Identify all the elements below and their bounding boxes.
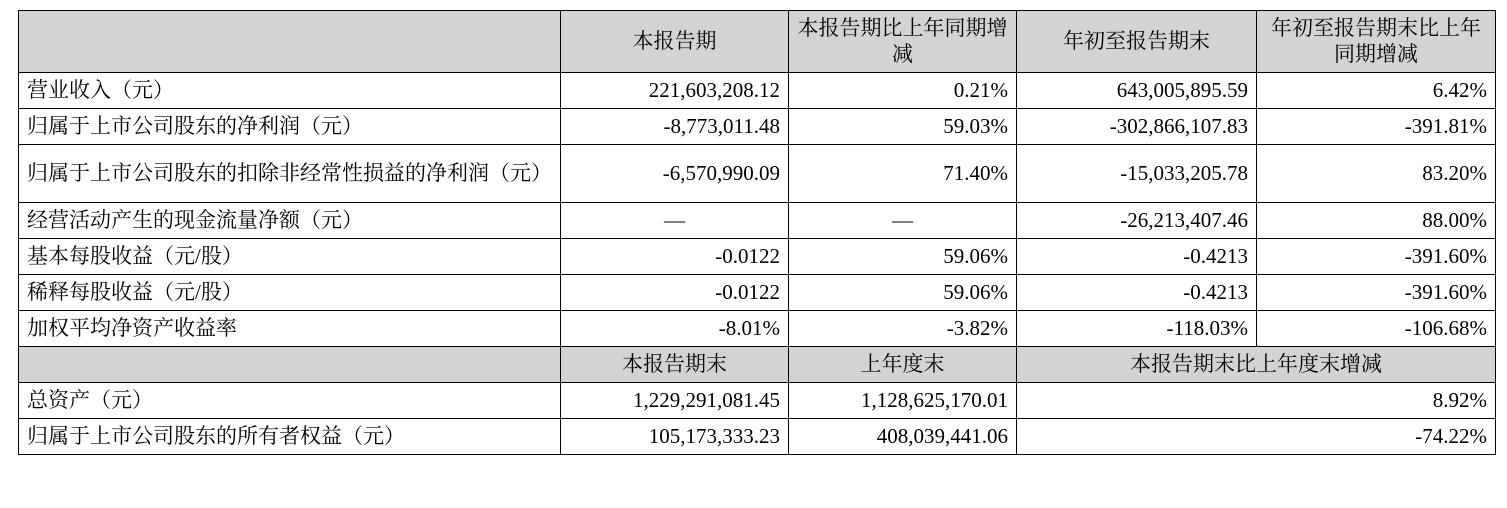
table-row: [19, 144, 1496, 202]
table-row: [19, 418, 1496, 454]
table-row: [19, 310, 1496, 346]
row-value: 8.92%: [1017, 382, 1496, 418]
row-value: -3.82%: [789, 310, 1017, 346]
row-value: 71.40%: [789, 144, 1017, 202]
table-subheader-row: [19, 346, 1496, 382]
row-value: -0.4213: [1017, 238, 1257, 274]
row-value: —: [561, 202, 789, 238]
table-row: [19, 274, 1496, 310]
subheader-corner-cell: [19, 346, 561, 382]
row-value: —: [789, 202, 1017, 238]
row-value: 0.21%: [789, 72, 1017, 108]
row-value: 59.06%: [789, 274, 1017, 310]
row-value: 105,173,333.23: [561, 418, 789, 454]
row-value: 408,039,441.06: [789, 418, 1017, 454]
row-label-basic-eps: 基本每股收益（元/股）: [19, 238, 561, 274]
row-label-operating-cashflow: 经营活动产生的现金流量净额（元）: [19, 202, 561, 238]
row-label-net-profit-excl-nonrecurring: 归属于上市公司股东的扣除非经常性损益的净利润（元）: [19, 144, 561, 202]
row-value: -6,570,990.09: [561, 144, 789, 202]
row-value: -0.0122: [561, 274, 789, 310]
row-value: 59.03%: [789, 108, 1017, 144]
row-value: 1,229,291,081.45: [561, 382, 789, 418]
header-col-current-period: 本报告期: [561, 11, 789, 73]
row-value: -0.0122: [561, 238, 789, 274]
row-value: 83.20%: [1257, 144, 1496, 202]
row-value: 221,603,208.12: [561, 72, 789, 108]
table-row: [19, 202, 1496, 238]
header-col-current-period-yoy: 本报告期比上年同期增减: [789, 11, 1017, 73]
row-value: -302,866,107.83: [1017, 108, 1257, 144]
subheader-col-last-year-end: 上年度末: [789, 346, 1017, 382]
row-label-revenue: 营业收入（元）: [19, 72, 561, 108]
row-value: 6.42%: [1257, 72, 1496, 108]
row-value: -74.22%: [1017, 418, 1496, 454]
row-label-weighted-roe: 加权平均净资产收益率: [19, 310, 561, 346]
row-value: -391.60%: [1257, 238, 1496, 274]
header-col-ytd-yoy: 年初至报告期末比上年同期增减: [1257, 11, 1496, 73]
row-value: 1,128,625,170.01: [789, 382, 1017, 418]
row-value: 59.06%: [789, 238, 1017, 274]
table-row: [19, 238, 1496, 274]
row-value: -391.60%: [1257, 274, 1496, 310]
row-value: -106.68%: [1257, 310, 1496, 346]
row-value: 643,005,895.59: [1017, 72, 1257, 108]
table-row: [19, 382, 1496, 418]
row-label-diluted-eps: 稀释每股收益（元/股）: [19, 274, 561, 310]
row-value: 88.00%: [1257, 202, 1496, 238]
row-label-net-profit: 归属于上市公司股东的净利润（元）: [19, 108, 561, 144]
subheader-col-period-end: 本报告期末: [561, 346, 789, 382]
row-value: -15,033,205.78: [1017, 144, 1257, 202]
row-value: -118.03%: [1017, 310, 1257, 346]
row-label-total-assets: 总资产（元）: [19, 382, 561, 418]
row-value: -8,773,011.48: [561, 108, 789, 144]
table-header-row: [19, 11, 1496, 73]
table-row: [19, 72, 1496, 108]
row-value: -26,213,407.46: [1017, 202, 1257, 238]
table-row: [19, 108, 1496, 144]
financial-summary-table: [18, 10, 1496, 455]
row-value: -8.01%: [561, 310, 789, 346]
header-col-ytd: 年初至报告期末: [1017, 11, 1257, 73]
row-value: -391.81%: [1257, 108, 1496, 144]
row-value: -0.4213: [1017, 274, 1257, 310]
row-label-equity-attributable: 归属于上市公司股东的所有者权益（元）: [19, 418, 561, 454]
header-corner-cell: [19, 11, 561, 73]
subheader-col-change: 本报告期末比上年度末增减: [1017, 346, 1496, 382]
